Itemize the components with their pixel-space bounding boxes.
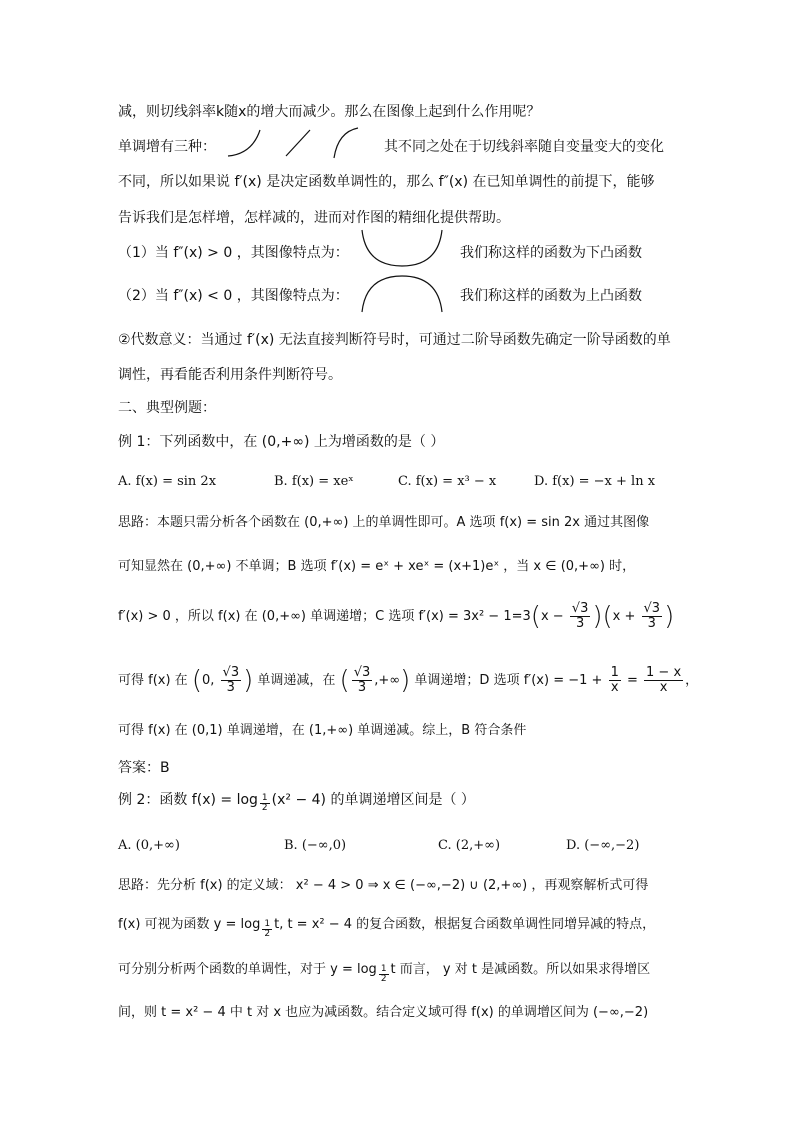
sqrt3-over-3-fraction: $\frac{√3}{3}$	[353, 665, 371, 695]
example-1-option-a[interactable]: A. f(x) = sin 2x	[118, 474, 217, 489]
case-1-text: 我们称这样的函数为下凸函数	[460, 245, 642, 261]
example-1-option-c[interactable]: C. f(x) = x³ − x	[398, 474, 497, 489]
example-2-option-c[interactable]: C. (2,+∞)	[438, 838, 501, 853]
sqrt3-over-3-fraction: $\frac{√3}{3}$	[643, 601, 661, 631]
example-2-option-a[interactable]: A. (0,+∞)	[118, 838, 180, 853]
example-1-option-d[interactable]: D. f(x) = −x + ln x	[534, 474, 656, 489]
monotone-increasing-curves	[222, 126, 362, 162]
example-2-option-b[interactable]: B. (−∞,0)	[284, 838, 347, 853]
intro-line-3: 不同，所以如果说 f′(x) 是决定函数单调性的，那么 f″(x) 在已知单调性的前提下，能够	[118, 174, 655, 190]
example-1-question: 例 1：下列函数中，在 (0,+∞) 上为增函数的是（ ）	[118, 434, 445, 450]
sqrt3-over-3-fraction: $\frac{√3}{3}$	[222, 665, 240, 695]
example-2-analysis-3: 可分别分析两个函数的单调性，对于 y = log $\frac{1}{2}$ t 而言， y 对 t 是减函数。所以如果求得增区	[118, 962, 651, 984]
example-1-analysis-2: 可知显然在 (0,+∞) 不单调；B 选项 f′(x) = eˣ + xeˣ = (x+1)eˣ ，当 x ∈ (0,+∞) 时，	[118, 559, 636, 574]
example-1-analysis-5: 可得 f(x) 在 (0,1) 单调递增，在 (1,+∞) 单调递减。综上，B 符合条件	[118, 723, 527, 738]
log-base-fraction: $\frac{1}{2}$	[261, 793, 268, 813]
case-2-label: （2）当 f″(x) < 0 ，其图像特点为：	[118, 288, 349, 304]
example-2-option-d[interactable]: D. (−∞,−2)	[566, 838, 640, 853]
example-2-analysis-1: 思路：先分析 f(x) 的定义域： x² − 4 > 0 ⇒ x ∈ (−∞,−2) ∪ (2,+∞) ，再观察解析式可得	[118, 878, 649, 893]
intro-line-4: 告诉我们是怎样增，怎样减的，进而对作图的精细化提供帮助。	[118, 210, 510, 226]
algebra-line-2: 调性，再看能否利用条件判断符号。	[118, 367, 342, 383]
one-over-x-fraction: $\frac{1}{x}$	[610, 665, 619, 695]
section-title: 二、典型例题：	[118, 400, 216, 416]
example-1-analysis-3: f′(x) > 0 ，所以 f(x) 在 (0,+∞) 单调递增；C 选项 f′(x) = 3x² − 1=3(x − $\frac{√3}{3}$ )(x + $\frac{√3}{3}$ )	[118, 601, 675, 632]
example-2-question: 例 2：函数 f(x) = log $\frac{1}{2}$ (x² − 4) 的单调递增区间是（ ）	[118, 792, 475, 813]
convex-down-curve	[356, 228, 448, 270]
log-base-fraction: $\frac{1}{2}$	[264, 919, 271, 939]
example-1-analysis-1: 思路：本题只需分析各个函数在 (0,+∞) 上的单调性即可。A 选项 f(x) = sin 2x 通过其图像	[118, 515, 650, 530]
log-base-fraction: $\frac{1}{2}$	[380, 964, 387, 984]
one-minus-x-over-x-fraction: $\frac{1 - x}{x}$	[646, 665, 682, 695]
example-1-answer: 答案：B	[118, 760, 170, 776]
example-2-analysis-4: 间，则 t = x² − 4 中 t 对 x 也应为减函数。结合定义域可得 f(x) 的单调增区间为 (−∞,−2)	[118, 1005, 649, 1020]
analysis-3-text: f′(x) > 0 ，所以 f(x) 在 (0,+∞) 单调递增；C 选项 f′(x) = 3x² − 1=3	[118, 609, 531, 624]
example-2-analysis-2: f(x) 可视为函数 y = log $\frac{1}{2}$ t, t = x² − 4 的复合函数，根据复合函数单调性同增异减的特点，	[118, 917, 656, 939]
intro-line-1: 减，则切线斜率k随x的增大而减少。那么在图像上起到什么作用呢？	[118, 104, 541, 120]
case-1-label: （1）当 f″(x) > 0 ，其图像特点为：	[118, 245, 349, 261]
case-2-text: 我们称这样的函数为上凸函数	[460, 288, 642, 304]
example-1-analysis-4: 可得 f(x) 在 (0, $\frac{√3}{3}$ ) 单调递减，在 ( $\frac{√3}{3}$ ,+∞) 单调递增；D 选项 f′(x) = −1 + $\frac{1}{x}$ = $\frac{1 - x}{x}$ ，	[118, 665, 699, 696]
intro-line-2-text: 其不同之处在于切线斜率随自变量变大的变化	[384, 139, 664, 155]
sqrt3-over-3-fraction: $\frac{√3}{3}$	[571, 601, 589, 631]
example-1-option-b[interactable]: B. f(x) = xeˣ	[274, 474, 354, 489]
intro-line-2-label: 单调增有三种：	[118, 139, 216, 155]
convex-up-curve	[356, 272, 448, 314]
algebra-line-1: ②代数意义：当通过 f′(x) 无法直接判断符号时，可通过二阶导函数先确定一阶导函数的单	[118, 332, 671, 348]
